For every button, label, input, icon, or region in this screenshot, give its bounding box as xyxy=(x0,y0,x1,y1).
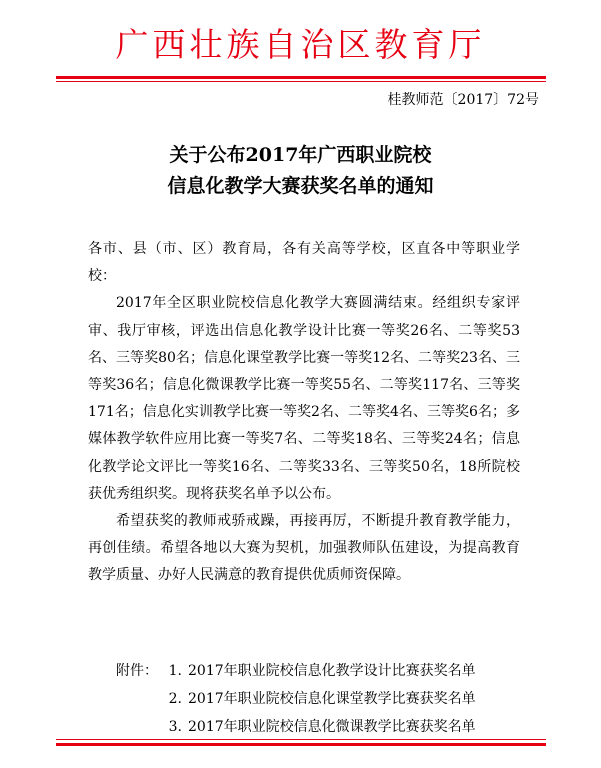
paragraph-expectations: 希望获奖的教师戒骄戒躁，再接再厉，不断提升教育教学能力，再创佳绩。希望各地以大赛为契机，加强教师队伍建设，为提高教育教学质量、办好人民满意的教育提供优质师资保障。 xyxy=(88,513,520,584)
header-red-rule-thick xyxy=(56,76,546,79)
attachments-list xyxy=(116,657,476,741)
document-title-line1: 关于公布2017年广西职业院校 xyxy=(169,144,432,166)
attachment-title: 2017年职业院校信息化教学设计比赛获奖名单 xyxy=(188,663,476,679)
attachment-title: 2017年职业院校信息化课堂教学比赛获奖名单 xyxy=(188,691,476,707)
footer-red-rule-thin xyxy=(56,739,546,740)
salutation: 各市、县（市、区）教育局，各有关高等学校，区直各中等职业学校： xyxy=(88,241,520,285)
attachment-number: 1. xyxy=(168,663,182,679)
paragraph-results: 2017年全区职业院校信息化教学大赛圆满结束。经组织专家评审、我厅审核，评选出信息化教学设计比赛一等奖26名、二等奖53名、三等奖80名；信息化课堂教学比赛一等奖12名、二等奖23名、三等奖36名；信息化微课教学比赛一等奖55名、二等奖117名、三等奖171名；信息化实训教学比赛一等奖2名、二等奖4名、三等奖6名；多媒体教学软件应用比赛一等奖7名、二等奖18名、三等奖24名；信息化教学论文评比一等奖16名、二等奖33名、三等奖50名，18所院校获优秀组织奖。现将获奖名单予以公布。 xyxy=(88,295,520,502)
document-number: 桂教师范〔2017〕72号 xyxy=(387,92,539,108)
attachment-item xyxy=(116,657,476,685)
attachments-label: 附件： xyxy=(116,663,158,679)
document-body xyxy=(88,236,520,590)
attachment-title: 2017年职业院校信息化微课教学比赛获奖名单 xyxy=(188,719,476,735)
attachment-item xyxy=(116,685,476,713)
footer-red-rule-thick xyxy=(56,743,546,746)
issuing-authority-title: 广西壮族自治区教育厅 xyxy=(115,25,486,64)
attachment-number: 3. xyxy=(168,719,182,735)
document-title-line2: 信息化教学大赛获奖名单的通知 xyxy=(167,175,434,197)
header-red-rule-thin xyxy=(56,81,546,82)
attachment-item xyxy=(116,713,476,741)
attachment-number: 2. xyxy=(168,691,182,707)
